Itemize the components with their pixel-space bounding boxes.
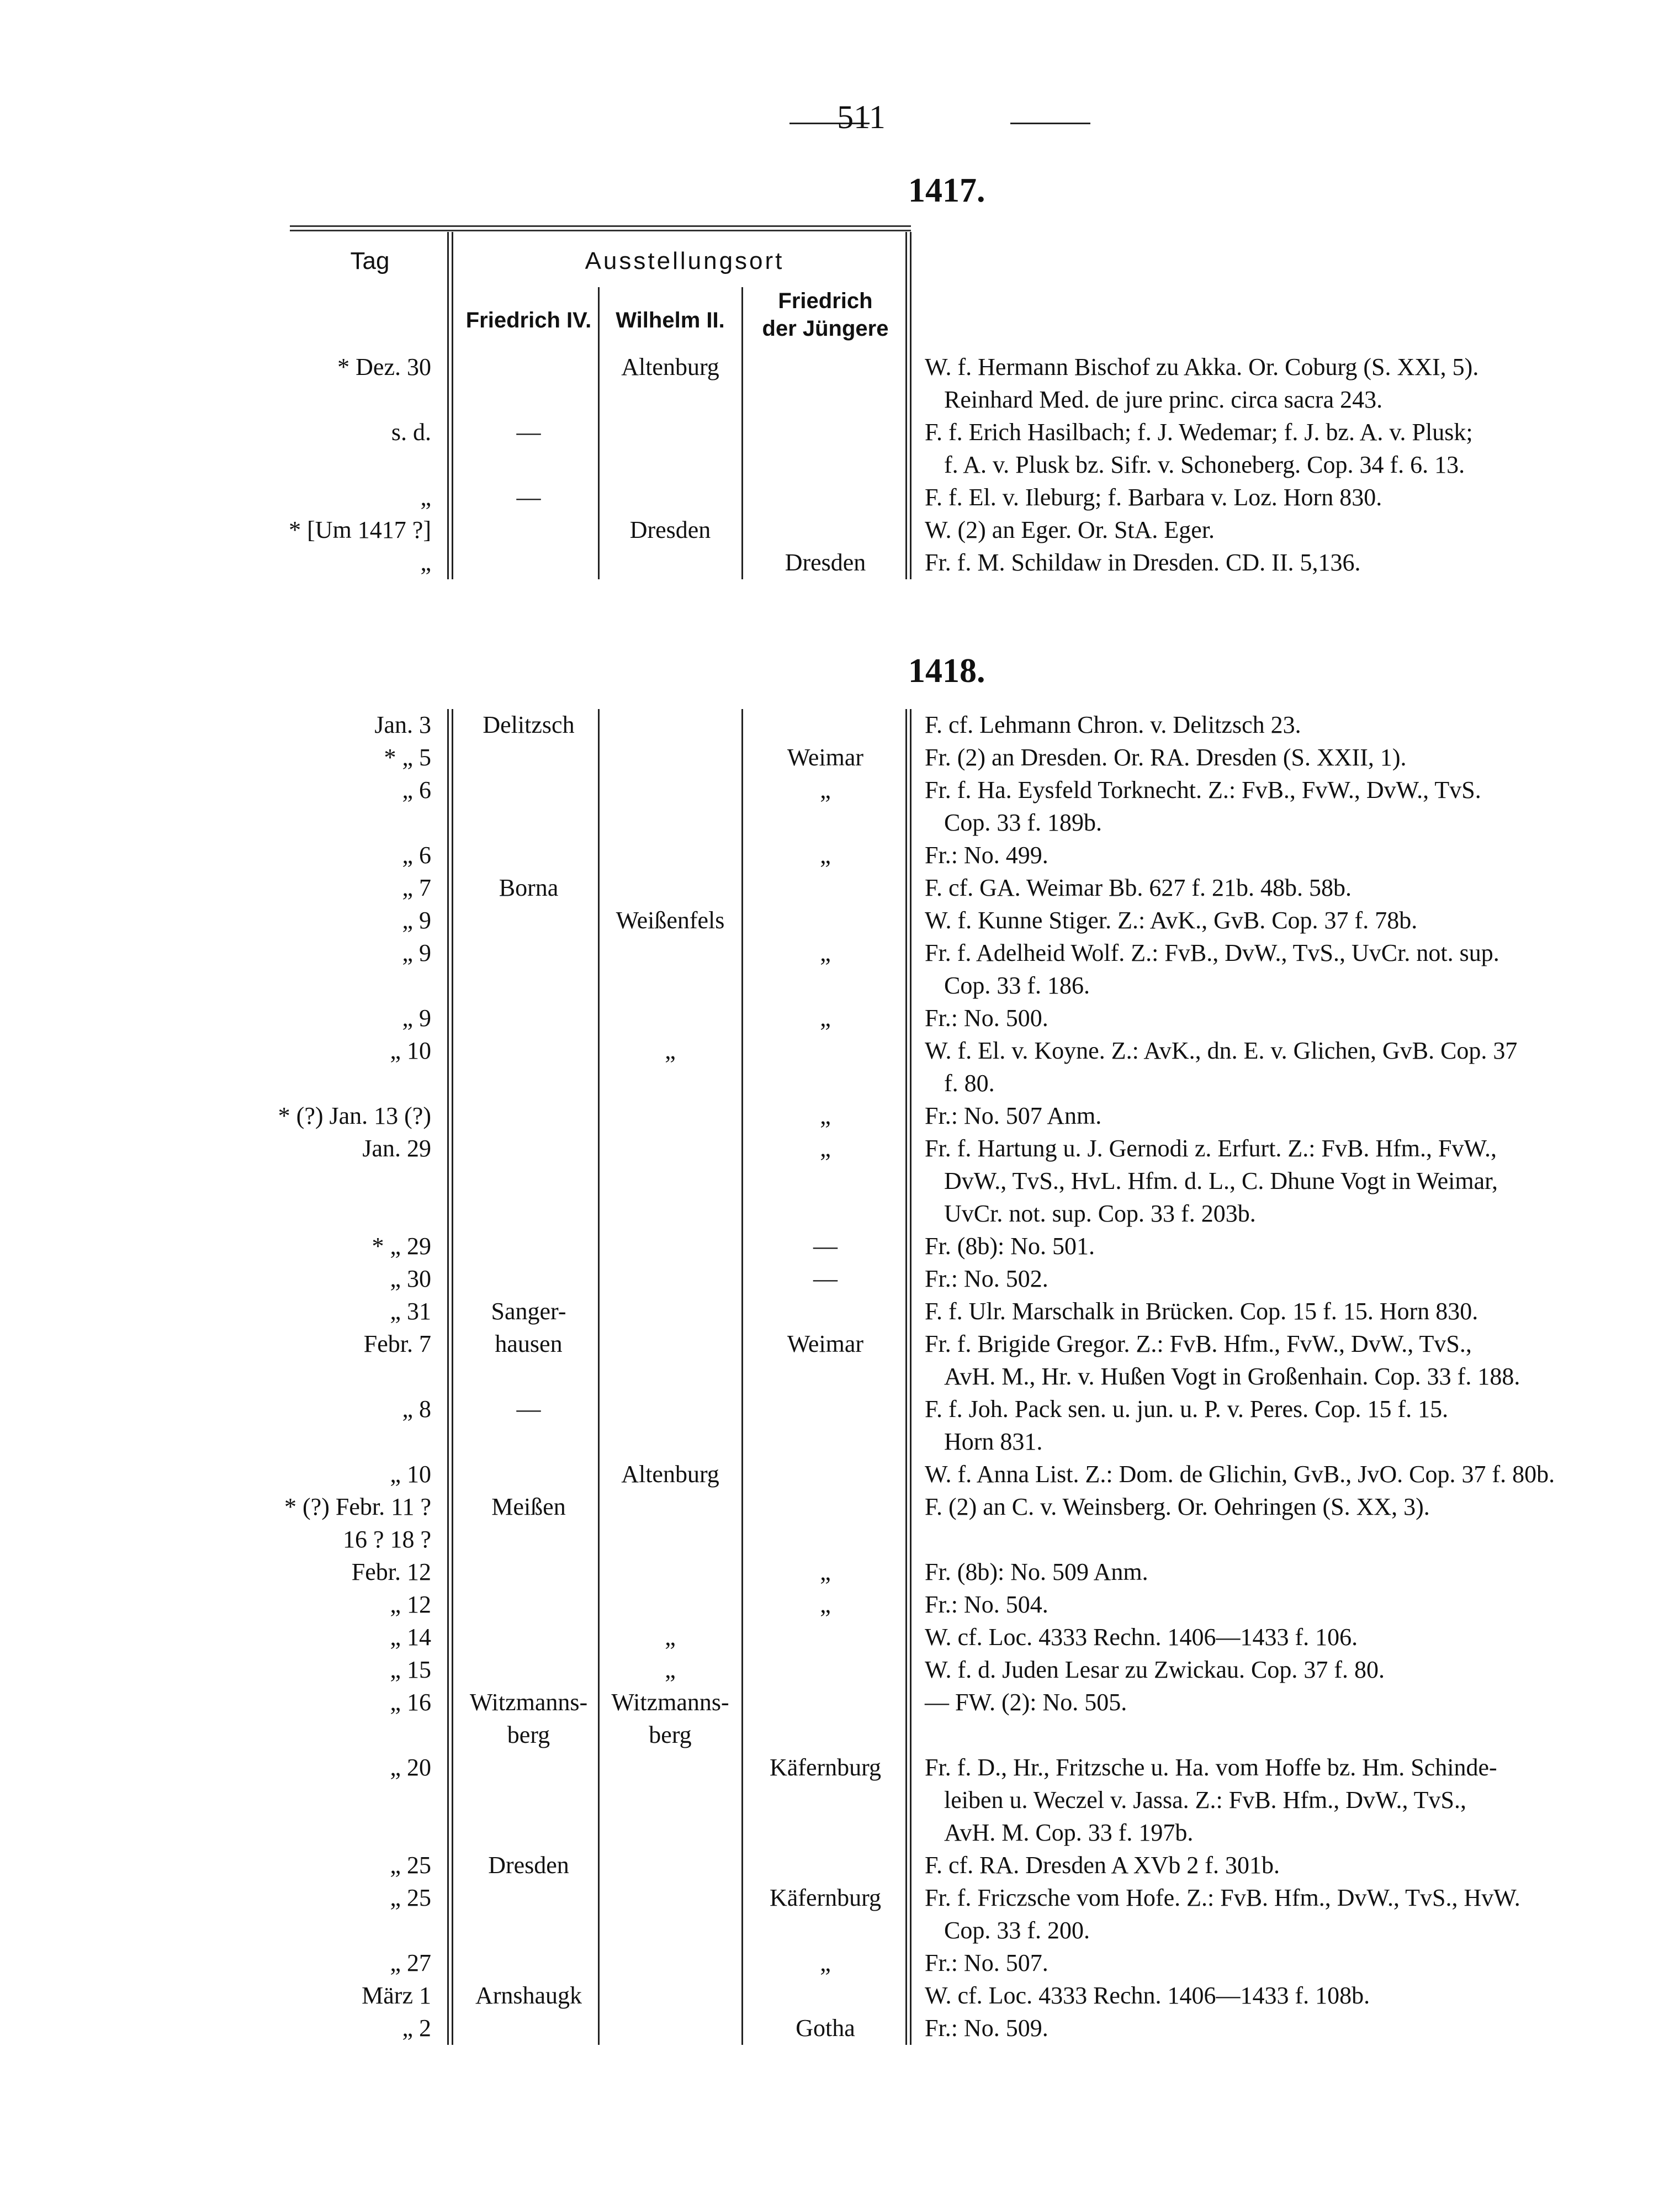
rule-f4-w2: [598, 709, 600, 2045]
row-entry: W. f. d. Juden Lesar zu Zwickau. Cop. 37 f. 80.: [925, 1656, 1385, 1683]
row-entry: Fr.: No. 507.: [925, 1949, 1048, 1976]
row-entry-continued: Cop. 33 f. 189b.: [944, 809, 1102, 836]
row-entry: F. cf. RA. Dresden A XVb 2 f. 301b.: [925, 1852, 1280, 1879]
row-date: „: [420, 484, 431, 511]
place-wilhelm-ii: „: [665, 1037, 676, 1064]
row-date: „ 10: [390, 1037, 431, 1064]
row-entry-continued: AvH. M., Hr. v. Hußen Vogt in Großenhain. Cop. 33 f. 188.: [944, 1363, 1520, 1390]
row-date: 16 ? 18 ?: [342, 1526, 431, 1553]
place-friedrich-iv: —: [516, 419, 541, 446]
row-entry: Fr.: No. 500.: [925, 1004, 1048, 1032]
rule-fj-left: [905, 709, 907, 2045]
place-friedrich-iv: Sanger-: [491, 1298, 566, 1325]
row-entry: F. f. Erich Hasilbach; f. J. Wedemar; f. J. bz. A. v. Plusk;: [925, 419, 1473, 446]
row-date: „ 15: [390, 1656, 431, 1683]
header-tag: Tag: [350, 247, 390, 274]
rule-w2-fj: [741, 709, 743, 2045]
row-date: „ 8: [402, 1395, 431, 1423]
place-friedrich-iv: Delitzsch: [483, 711, 575, 738]
row-entry: F. f. Ulr. Marschalk in Brücken. Cop. 15 f. 15. Horn 830.: [925, 1298, 1478, 1325]
place-friedrich-der-juengere: „: [820, 1102, 831, 1129]
row-date: März 1: [362, 1982, 431, 2009]
row-date: „ 31: [390, 1298, 431, 1325]
place-friedrich-iv: Borna: [499, 874, 559, 901]
row-date: Febr. 12: [351, 1558, 431, 1585]
row-entry-continued: f. 80.: [944, 1070, 995, 1097]
row-entry-continued: UvCr. not. sup. Cop. 33 f. 203b.: [944, 1200, 1256, 1227]
row-entry: W. (2) an Eger. Or. StA. Eger.: [925, 516, 1215, 543]
row-date: „ 10: [390, 1461, 431, 1488]
place-friedrich-der-juengere: „: [820, 1004, 831, 1032]
place-friedrich-der-juengere: Käfernburg: [770, 1754, 881, 1781]
row-entry: W. f. Hermann Bischof zu Akka. Or. Coburg (S. XXI, 5).: [925, 353, 1479, 380]
row-entry-continued: Cop. 33 f. 186.: [944, 972, 1090, 999]
rule-tag-right: [452, 709, 453, 2045]
place-friedrich-der-juengere: Käfernburg: [770, 1884, 881, 1911]
place-wilhelm-ii: berg: [649, 1721, 692, 1748]
rule-tag-right: [452, 232, 453, 579]
row-date: „ 6: [402, 842, 431, 869]
row-date: „ 20: [390, 1754, 431, 1781]
row-entry: F. cf. GA. Weimar Bb. 627 f. 21b. 48b. 58b.: [925, 874, 1352, 901]
place-friedrich-iv: Arnshaugk: [475, 1982, 582, 2009]
row-date: * [Um 1417 ?]: [289, 516, 431, 543]
row-entry: Fr.: No. 499.: [925, 842, 1048, 869]
row-date: Jan. 3: [374, 711, 431, 738]
row-entry: W. f. Anna List. Z.: Dom. de Glichin, GvB., JvO. Cop. 37 f. 80b.: [925, 1461, 1555, 1488]
place-friedrich-der-juengere: „: [820, 1135, 831, 1162]
row-date: „: [420, 549, 431, 576]
rule-fj-left: [905, 232, 907, 579]
header-friedrich-der-juengere: Friedrich der Jüngere: [762, 289, 889, 341]
row-date: „ 9: [402, 939, 431, 966]
place-friedrich-der-juengere: Dresden: [785, 549, 866, 576]
row-entry: Fr.: No. 502.: [925, 1265, 1048, 1292]
row-entry: Fr.: No. 504.: [925, 1591, 1048, 1618]
row-date: s. d.: [391, 419, 431, 446]
row-entry: Fr. (8b): No. 501.: [925, 1233, 1095, 1260]
row-entry: F. (2) an C. v. Weinsberg. Or. Oehringen (S. XX, 3).: [925, 1493, 1430, 1520]
place-friedrich-der-juengere: —: [813, 1265, 838, 1292]
place-wilhelm-ii: „: [665, 1624, 676, 1651]
row-date: „ 6: [402, 776, 431, 803]
row-date: „ 7: [402, 874, 431, 901]
row-date: „ 25: [390, 1852, 431, 1879]
row-date: „ 12: [390, 1591, 431, 1618]
rule-fj-right: [910, 232, 911, 579]
place-friedrich-der-juengere: „: [820, 776, 831, 803]
place-friedrich-iv: berg: [507, 1721, 550, 1748]
row-entry: F. cf. Lehmann Chron. v. Delitzsch 23.: [925, 711, 1301, 738]
row-entry: Fr. f. Brigide Gregor. Z.: FvB. Hfm., FvW., DvW., TvS.,: [925, 1330, 1472, 1357]
place-friedrich-der-juengere: Weimar: [787, 1330, 864, 1357]
row-date: „ 9: [402, 1004, 431, 1032]
row-date: „ 14: [390, 1624, 431, 1651]
place-friedrich-der-juengere: „: [820, 1949, 831, 1976]
row-entry: Fr. f. M. Schildaw in Dresden. CD. II. 5,136.: [925, 549, 1361, 576]
place-friedrich-iv: Dresden: [488, 1852, 569, 1879]
place-friedrich-der-juengere: „: [820, 1558, 831, 1585]
row-entry: Fr.: No. 509.: [925, 2014, 1048, 2042]
place-wilhelm-ii: Dresden: [629, 516, 711, 543]
row-date: * Dez. 30: [337, 353, 431, 380]
row-date: „ 9: [402, 907, 431, 934]
place-wilhelm-ii: Witzmanns-: [611, 1689, 729, 1716]
place-friedrich-iv: Witzmanns-: [469, 1689, 588, 1716]
page-number-rule-right: [1010, 123, 1090, 124]
rule-tag-left: [447, 709, 449, 2045]
row-entry: F. f. El. v. Ileburg; f. Barbara v. Loz. Horn 830.: [925, 484, 1382, 511]
year-heading-1418: 1418.: [908, 652, 985, 690]
place-friedrich-der-juengere: —: [813, 1233, 838, 1260]
place-wilhelm-ii: „: [665, 1656, 676, 1683]
place-wilhelm-ii: Weißenfels: [616, 907, 725, 934]
row-date: Febr. 7: [363, 1330, 431, 1357]
row-date: „ 27: [390, 1949, 431, 1976]
row-entry-continued: Reinhard Med. de jure princ. circa sacra 243.: [944, 386, 1383, 413]
place-friedrich-iv: hausen: [495, 1330, 563, 1357]
table-top-rule-2: [290, 230, 911, 231]
row-entry: W. cf. Loc. 4333 Rechn. 1406—1433 f. 106.: [925, 1624, 1358, 1651]
place-friedrich-der-juengere: Weimar: [787, 744, 864, 771]
table-top-rule: [290, 225, 911, 227]
row-date: „ 16: [390, 1689, 431, 1716]
row-entry: — FW. (2): No. 505.: [925, 1689, 1127, 1716]
rule-fj-right: [910, 709, 911, 2045]
header-wilhelm-ii: Wilhelm II.: [616, 308, 725, 332]
row-date: „ 30: [390, 1265, 431, 1292]
header-friedrich-iv: Friedrich IV.: [465, 308, 592, 332]
rule-tag-left: [447, 232, 449, 579]
row-date: „ 2: [402, 2014, 431, 2042]
row-entry: Fr. f. D., Hr., Fritzsche u. Ha. vom Hoffe bz. Hm. Schinde-: [925, 1754, 1497, 1781]
row-date: Jan. 29: [362, 1135, 431, 1162]
row-entry: Fr.: No. 507 Anm.: [925, 1102, 1102, 1129]
row-entry: Fr. f. Friczsche vom Hofe. Z.: FvB. Hfm., DvW., TvS., HvW.: [925, 1884, 1520, 1911]
place-friedrich-der-juengere: Gotha: [796, 2014, 855, 2042]
row-date: * „ 5: [384, 744, 431, 771]
row-entry-continued: Horn 831.: [944, 1428, 1043, 1455]
row-entry: W. f. Kunne Stiger. Z.: AvK., GvB. Cop. 37 f. 78b.: [925, 907, 1418, 934]
place-friedrich-der-juengere: „: [820, 842, 831, 869]
place-friedrich-iv: Meißen: [491, 1493, 566, 1520]
place-friedrich-iv: —: [516, 1395, 541, 1423]
row-date: „ 25: [390, 1884, 431, 1911]
place-friedrich-der-juengere: „: [820, 939, 831, 966]
place-friedrich-iv: —: [516, 484, 541, 511]
row-date: * „ 29: [372, 1233, 431, 1260]
place-wilhelm-ii: Altenburg: [621, 1461, 719, 1488]
row-entry-continued: leiben u. Weczel v. Jassa. Z.: FvB. Hfm., DvW., TvS.,: [944, 1786, 1467, 1813]
rule-f4-w2: [598, 287, 600, 579]
row-date: * (?) Febr. 11 ?: [284, 1493, 431, 1520]
page-number: 511: [837, 99, 886, 135]
row-entry: F. f. Joh. Pack sen. u. jun. u. P. v. Peres. Cop. 15 f. 15.: [925, 1395, 1449, 1423]
header-ausstellungsort: Ausstellungsort: [585, 247, 785, 274]
row-entry: Fr. (2) an Dresden. Or. RA. Dresden (S. XXII, 1).: [925, 744, 1407, 771]
row-entry: W. f. El. v. Koyne. Z.: AvK., dn. E. v. Glichen, GvB. Cop. 37: [925, 1037, 1518, 1064]
place-friedrich-der-juengere: „: [820, 1591, 831, 1618]
row-entry: Fr. f. Adelheid Wolf. Z.: FvB., DvW., TvS., UvCr. not. sup.: [925, 939, 1499, 966]
row-entry: Fr. (8b): No. 509 Anm.: [925, 1558, 1148, 1585]
row-entry-continued: AvH. M. Cop. 33 f. 197b.: [944, 1819, 1194, 1846]
row-entry: Fr. f. Ha. Eysfeld Torknecht. Z.: FvB., FvW., DvW., TvS.: [925, 776, 1481, 803]
row-entry-continued: DvW., TvS., HvL. Hfm. d. L., C. Dhune Vogt in Weimar,: [944, 1167, 1498, 1194]
row-date: * (?) Jan. 13 (?): [278, 1102, 431, 1129]
rule-w2-fj: [741, 287, 743, 579]
row-entry: W. cf. Loc. 4333 Rechn. 1406—1433 f. 108b.: [925, 1982, 1370, 2009]
row-entry: Fr. f. Hartung u. J. Gernodi z. Erfurt. Z.: FvB. Hfm., FvW.,: [925, 1135, 1497, 1162]
place-wilhelm-ii: Altenburg: [621, 353, 719, 380]
row-entry-continued: Cop. 33 f. 200.: [944, 1917, 1090, 1944]
year-heading-1417: 1417.: [908, 172, 985, 209]
row-entry-continued: f. A. v. Plusk bz. Sifr. v. Schoneberg. Cop. 34 f. 6. 13.: [944, 451, 1465, 478]
